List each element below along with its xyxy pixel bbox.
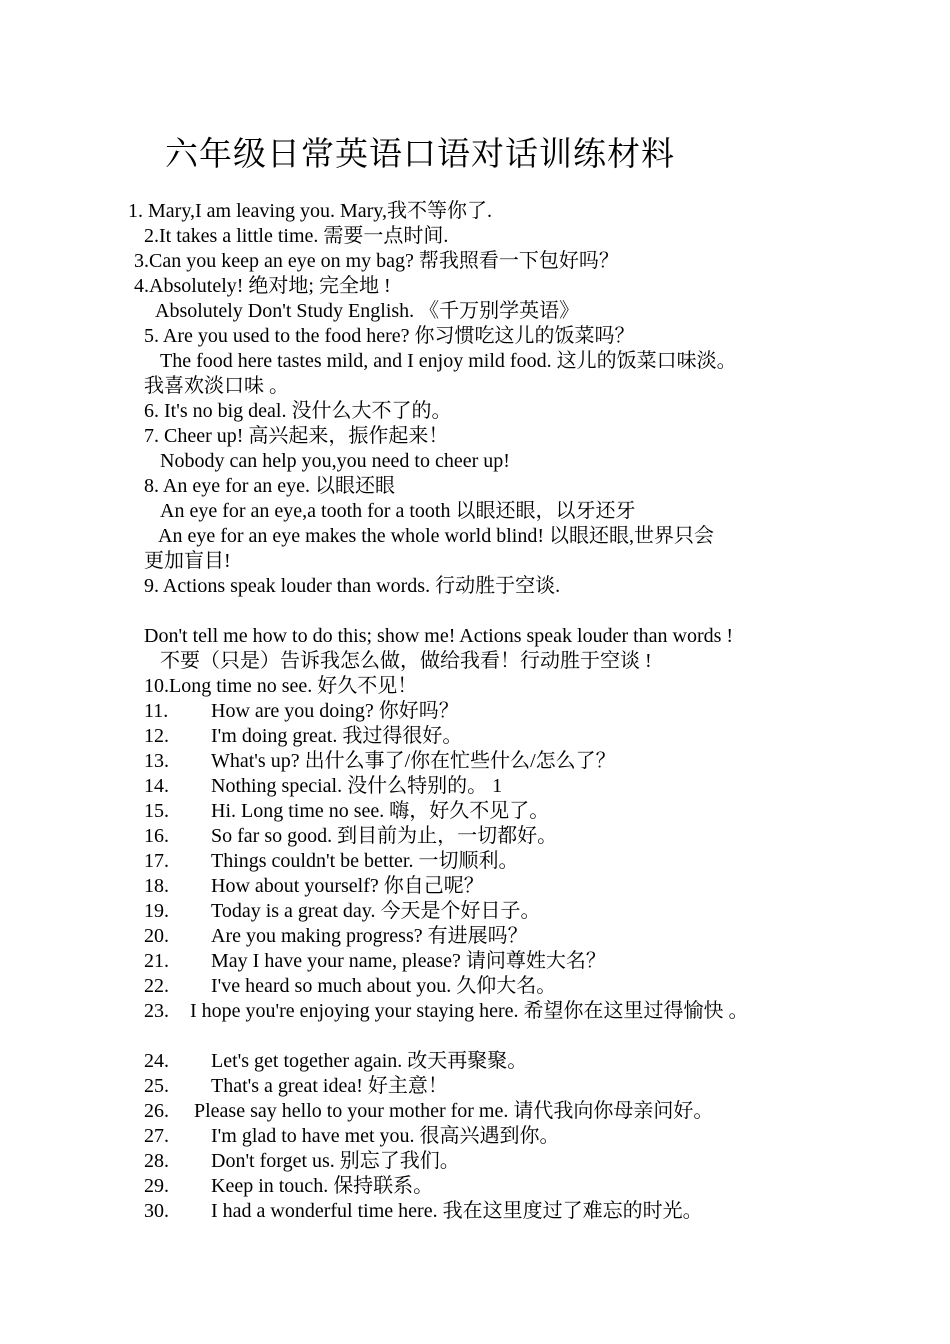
item-text: How are you doing? 你好吗？ (211, 700, 459, 722)
item-number: 13. (144, 750, 169, 772)
item-text: Don't forget us. 别忘了我们。 (211, 1150, 460, 1172)
item-text: Nothing special. 没什么特别的。 1 (211, 775, 503, 797)
line-14: An eye for an eye makes the whole world blind! 以眼还眼,世界只会 (158, 525, 714, 547)
line-8: 我喜欢淡口味 。 (144, 375, 289, 397)
item-number: 17. (144, 850, 169, 872)
line-3: 3.Can you keep an eye on my bag? 帮我照看一下包好吗？ (134, 250, 619, 272)
list-item (144, 849, 518, 874)
page-title: 六年级日常英语口语对话训练材料 (165, 134, 675, 173)
item-text: Hi. Long time no see. 嗨，好久不见了。 (211, 800, 550, 822)
item-number: 19. (144, 900, 169, 922)
line-18: 不要（只是）告诉我怎么做，做给我看！行动胜于空谈 ! (160, 650, 652, 672)
item-number: 24. (144, 1050, 169, 1072)
list-item (144, 899, 540, 924)
list-item (144, 824, 557, 849)
item-number: 15. (144, 800, 169, 822)
item-number: 22. (144, 975, 169, 997)
list-item (144, 799, 549, 824)
item-number: 12. (144, 725, 169, 747)
item-number: 28. (144, 1150, 169, 1172)
list-item (144, 749, 616, 774)
item-number: 16. (144, 825, 169, 847)
item-text: Let's get together again. 改天再聚聚。 (211, 1050, 528, 1072)
list-item (144, 1124, 560, 1149)
list-item (144, 1099, 713, 1124)
line-16: 9. Actions speak louder than words. 行动胜于空谈. (144, 575, 561, 597)
line-15: 更加盲目! (144, 550, 231, 572)
item-text: So far so good. 到目前为止，一切都好。 (211, 825, 558, 847)
item-text: Keep in touch. 保持联系。 (211, 1175, 434, 1197)
list-item (144, 924, 528, 949)
item-number: 30. (144, 1200, 169, 1222)
list-item (144, 1074, 448, 1099)
item-text: I had a wonderful time here. 我在这里度过了难忘的时光。 (211, 1200, 703, 1222)
line-11: Nobody can help you,you need to cheer up! (160, 450, 510, 472)
list-item (144, 1149, 460, 1174)
line-1: 1. Mary,I am leaving you. Mary,我不等你了. (128, 200, 493, 222)
list-item (144, 874, 484, 899)
list-item (144, 1199, 703, 1224)
list-item (144, 1049, 527, 1074)
list-item (144, 999, 749, 1024)
line-12: 8. An eye for an eye. 以眼还眼 (144, 475, 396, 497)
line-13: An eye for an eye,a tooth for a tooth 以眼还眼，以牙还牙 (160, 500, 636, 522)
item-number: 23. (144, 1000, 169, 1022)
item-number: 21. (144, 950, 169, 972)
line-7: The food here tastes mild, and I enjoy mild food. 这儿的饭菜口味淡。 (160, 350, 737, 372)
item-text: What's up? 出什么事了/你在忙些什么/怎么了？ (211, 750, 616, 772)
item-text: Please say hello to your mother for me. 请代我向你母亲问好。 (194, 1100, 714, 1122)
line-19: 10.Long time no see. 好久不见！ (144, 675, 418, 697)
item-text: How about yourself? 你自己呢？ (211, 875, 484, 897)
item-text: I'm glad to have met you. 很高兴遇到你。 (211, 1125, 560, 1147)
list-item (144, 974, 556, 999)
item-number: 20. (144, 925, 169, 947)
line-6: 5. Are you used to the food here? 你习惯吃这儿的饭菜吗？ (144, 325, 635, 347)
item-number: 26. (144, 1100, 169, 1122)
list-item (144, 1174, 433, 1199)
item-text: I hope you're enjoying your staying here. 希望你在这里过得愉快 。 (190, 1000, 749, 1022)
item-text: Are you making progress? 有进展吗？ (211, 925, 528, 947)
list-item (144, 949, 606, 974)
line-4: 4.Absolutely! 绝对地; 完全地 ! (134, 275, 391, 297)
line-9: 6. It's no big deal. 没什么大不了的。 (144, 400, 452, 422)
list-item (144, 774, 502, 799)
item-text: I've heard so much about you. 久仰大名。 (211, 975, 557, 997)
line-2: 2.It takes a little time. 需要一点时间. (144, 225, 449, 247)
item-number: 11. (144, 700, 169, 722)
item-number: 27. (144, 1125, 169, 1147)
line-17: Don't tell me how to do this; show me! Actions speak louder than words ! (144, 625, 734, 647)
item-text: I'm doing great. 我过得很好。 (211, 725, 463, 747)
line-5: Absolutely Don't Study English. 《千万别学英语》 (155, 300, 580, 322)
item-number: 25. (144, 1075, 169, 1097)
list-item (144, 724, 462, 749)
item-number: 14. (144, 775, 169, 797)
item-text: Things couldn't be better. 一切顺利。 (211, 850, 519, 872)
item-text: May I have your name, please? 请问尊姓大名？ (211, 950, 606, 972)
item-text: Today is a great day. 今天是个好日子。 (211, 900, 541, 922)
item-number: 18. (144, 875, 169, 897)
item-number: 29. (144, 1175, 169, 1197)
line-10: 7. Cheer up! 高兴起来，振作起来！ (144, 425, 449, 447)
item-text: That's a great idea! 好主意！ (211, 1075, 448, 1097)
list-item (144, 699, 459, 724)
